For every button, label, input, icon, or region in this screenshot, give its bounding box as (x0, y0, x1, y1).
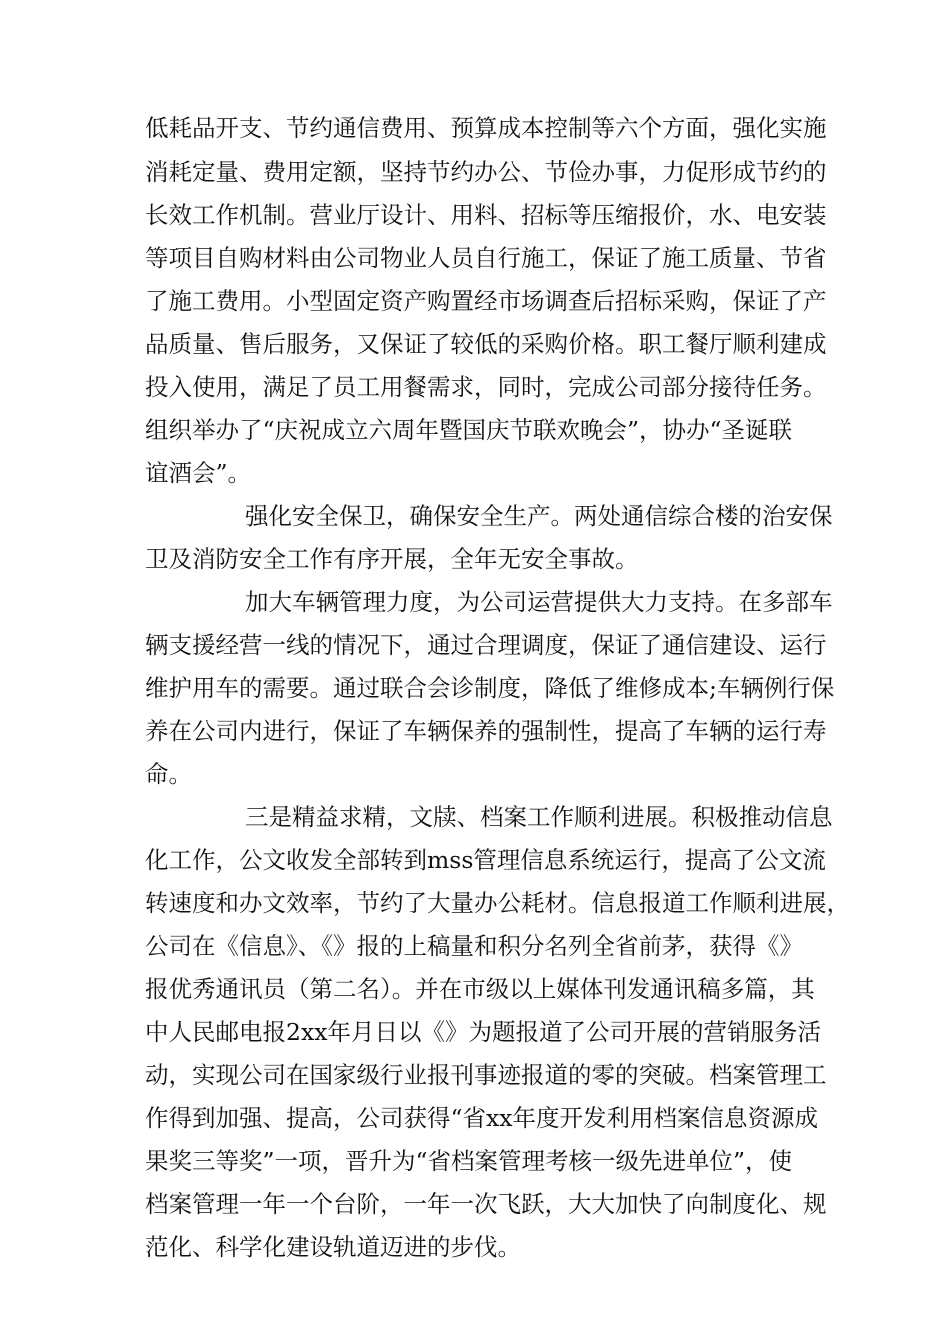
paragraph-line: 卫及消防安全工作有序开展，全年无安全事故。 (145, 545, 639, 573)
paragraph-line: 养在公司内进行，保证了车辆保养的强制性，提高了车辆的运行寿 (145, 717, 827, 745)
paragraph-line: 长效工作机制。营业厅设计、用料、招标等压缩报价，水、电安装 (145, 201, 827, 229)
paragraph-line: 转速度和办文效率，节约了大量办公耗材。信息报道工作顺利进展， (145, 889, 850, 917)
paragraph-line: 作得到加强、提高，公司获得“省xx年度开发利用档案信息资源成 (145, 1104, 819, 1132)
paragraph-line: 命。 (145, 760, 192, 788)
paragraph-line: 档案管理一年一个台阶，一年一次飞跃，大大加快了向制度化、规 (145, 1190, 827, 1218)
paragraph-line: 谊酒会”。 (145, 459, 252, 487)
paragraph-line: 低耗品开支、节约通信费用、预算成本控制等六个方面，强化实施 (145, 114, 827, 142)
paragraph-line: 等项目自购材料由公司物业人员自行施工，保证了施工质量、节省 (145, 244, 827, 272)
paragraph-line: 了施工费用。小型固定资产购置经市场调查后招标采购，保证了产 (145, 287, 827, 315)
paragraph-line: 组织举办了“庆祝成立六周年暨国庆节联欢晚会”，协办“圣诞联 (145, 416, 793, 444)
paragraph-line: 果奖三等奖”一项，晋升为“省档案管理考核一级先进单位”，使 (145, 1147, 793, 1175)
paragraph-line: 公司在《信息》、《》报的上稿量和积分名列全省前茅，获得《》 (145, 932, 803, 960)
paragraph-line: 消耗定量、费用定额，坚持节约办公、节俭办事，力促形成节约的 (145, 158, 827, 186)
paragraph-line: 中人民邮电报2xx年月日以《》为题报道了公司开展的营销服务活 (145, 1018, 821, 1046)
paragraph-line: 辆支援经营一线的情况下，通过合理调度，保证了通信建设、运行 (145, 631, 827, 659)
paragraph-line: 加大车辆管理力度，为公司运营提供大力支持。在多部车 (245, 588, 833, 616)
paragraph-line: 报优秀通讯员（第二名）。并在市级以上媒体刊发通讯稿多篇，其 (145, 975, 815, 1003)
paragraph-line: 投入使用，满足了员工用餐需求，同时，完成公司部分接待任务。 (145, 373, 827, 401)
paragraph-line: 范化、科学化建设轨道迈进的步伐。 (145, 1233, 521, 1261)
paragraph-line: 品质量、售后服务，又保证了较低的采购价格。职工餐厅顺利建成 (145, 330, 827, 358)
paragraph-line: 三是精益求精，文牍、档案工作顺利进展。积极推动信息 (245, 803, 833, 831)
paragraph-line: 强化安全保卫，确保安全生产。两处通信综合楼的治安保 (245, 502, 833, 530)
paragraph-line: 维护用车的需要。通过联合会诊制度，降低了维修成本;车辆例行保 (145, 674, 835, 702)
paragraph-line: 化工作，公文收发全部转到mss管理信息系统运行，提高了公文流 (145, 846, 826, 874)
paragraph-line: 动，实现公司在国家级行业报刊事迹报道的零的突破。档案管理工 (145, 1061, 827, 1089)
